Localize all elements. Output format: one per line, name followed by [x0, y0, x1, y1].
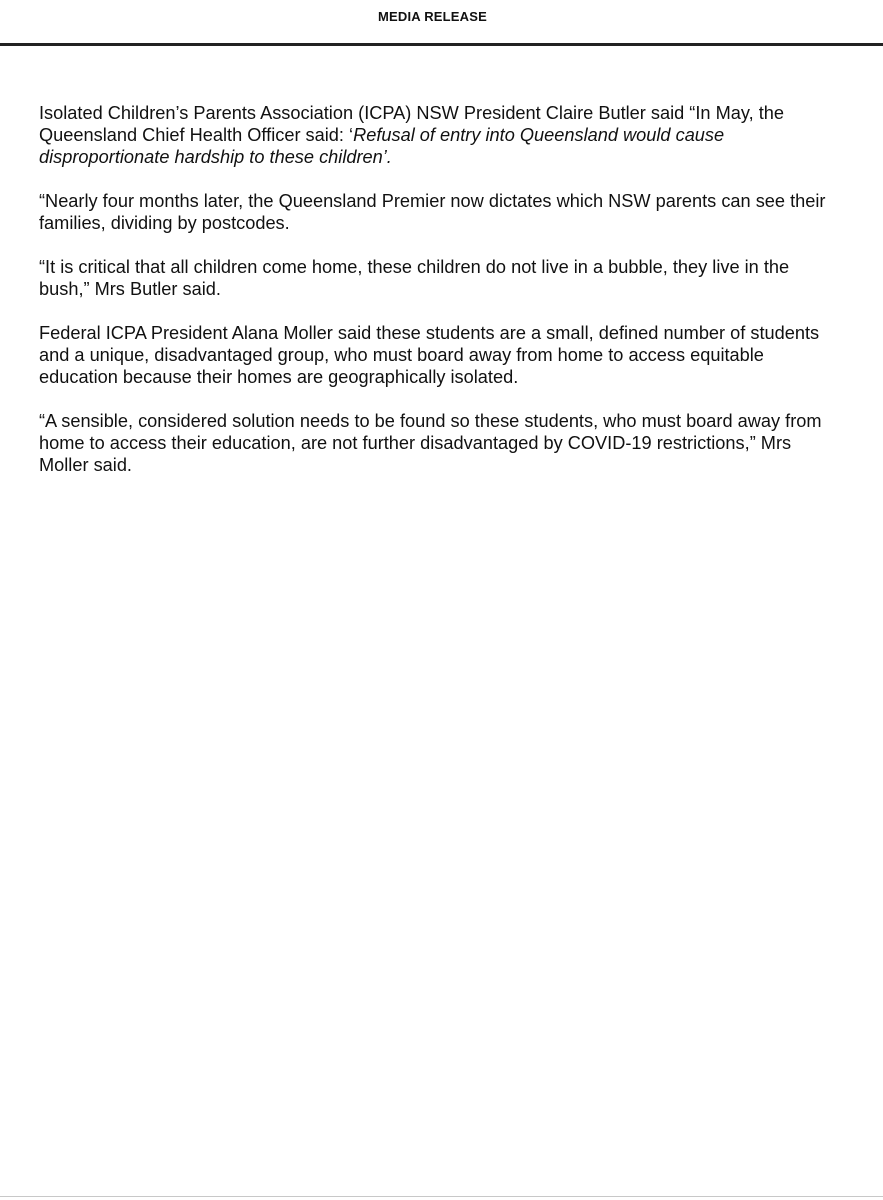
paragraph-text: Isolated Children’s Parents Association (ICPA) NSW President Claire Butler said “In May, the Queensland Chief Health Officer said: ‘ [39, 103, 784, 145]
quoted-statement-italic: Refusal of entry into Queensland would cause disproportionate hardship to these children’. [39, 125, 725, 167]
paragraph-premier-postcodes: “Nearly four months later, the Queensland Premier now dictates which NSW parents can see their families, dividing by postcodes. [39, 191, 826, 233]
document-body [39, 102, 829, 498]
paragraph-sensible-solution: “A sensible, considered solution needs to be found so these students, who must board away from home to access their education, are not further disadvantaged by COVID-19 restrictions,” Mrs Moller said. [39, 411, 822, 475]
paragraph-federal-president: Federal ICPA President Alana Moller said these students are a small, defined number of students and a unique, disadvantaged group, who must board away from home to access equitable education because their homes are geographically isolated. [39, 323, 820, 387]
paragraph-children-come-home: “It is critical that all children come home, these children do not live in a bubble, they live in the bush,” Mrs Butler said. [39, 257, 790, 299]
document-header [0, 0, 883, 46]
page-bottom-edge [0, 1196, 883, 1197]
header-divider [0, 43, 883, 46]
document-title: MEDIA RELEASE [377, 9, 488, 24]
paragraph-icpa-nsw-statement [39, 102, 829, 168]
